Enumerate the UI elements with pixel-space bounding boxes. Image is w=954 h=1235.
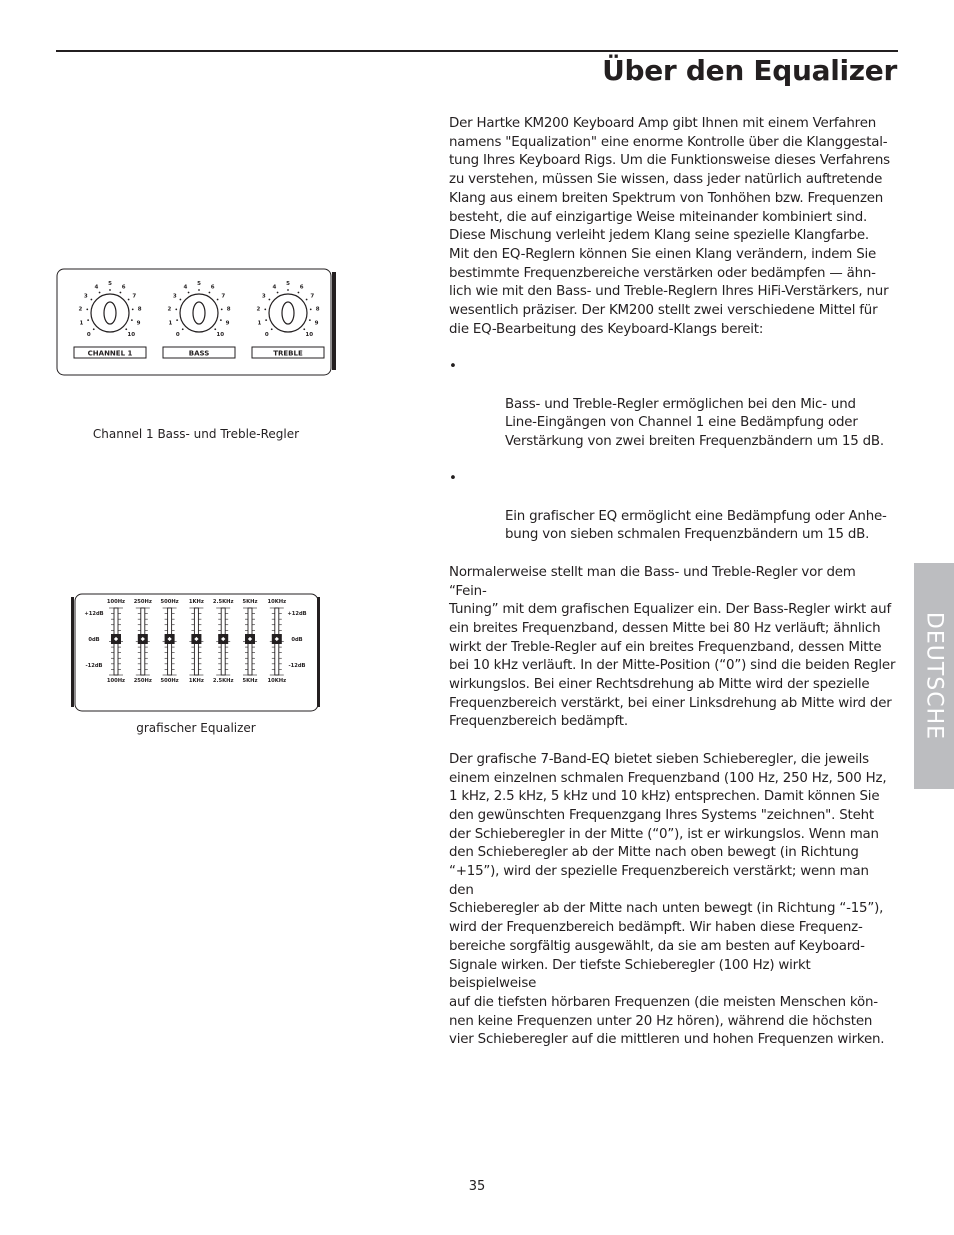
knob-tick [287,289,289,291]
bullet-dot: • [449,471,457,487]
eq-band-label-top: 10KHz [267,599,287,605]
eq-band-label-top: 500Hz [160,599,179,605]
eq-band-label-top: 1KHz [188,599,204,605]
eq-band-label-bottom: 250Hz [133,678,152,684]
knob-tick [217,299,219,301]
eq-level-label: +12dB [287,611,307,617]
eq-band-label-bottom: 5KHz [242,678,258,684]
knob-tick [176,319,178,321]
knob-scale-label: 8 [137,306,142,313]
knob-tick [306,299,308,301]
knob-tick [309,319,311,321]
knob-tick [277,292,279,294]
knob-scale-label: 10 [127,332,136,339]
knob-tick [132,309,134,311]
knob-scale-label: 9 [314,320,319,327]
knob-scale-label: 5 [286,281,290,287]
knob-label: CHANNEL 1 [87,349,133,358]
knob-tick [268,299,270,301]
knob-scale-label: 5 [108,281,112,287]
knob-scale-label: 2 [167,306,172,313]
knob-tick [86,309,88,311]
eq-band-label-bottom: 1KHz [188,678,204,684]
knob-scale-label: 0 [175,332,180,339]
knob-scale-label: 4 [272,284,277,291]
knob-scale-label: 3 [83,293,88,300]
bullet-text: Ein grafischer EQ ermöglicht eine Bedämpfung oder Anhe- bung von sieben schmalen Frequenzbändern um 15 dB. [505,508,887,543]
knob-tick [131,319,133,321]
knob-scale-label: 6 [210,284,215,291]
knob-scale-label: 3 [172,293,177,300]
knob-scale-label: 4 [94,284,99,291]
bullet-dot: • [449,359,457,375]
bullet-text: Bass- und Treble-Regler ermöglichen bei den Mic- und Line-Eingängen von Channel 1 eine Bedämpfung oder Verstärkung von zwei breiten Frequenzbändern um 15 dB. [505,396,884,449]
knob-scale-label: 7 [132,293,137,300]
knob-tick [93,328,95,330]
knob-tick [264,309,266,311]
tone-figure-caption: Channel 1 Bass- und Treble-Regler [92,427,300,441]
eq-band-label-top: 2.5KHz [212,599,234,605]
knob-tick [125,328,127,330]
eq-band-label-bottom: 100Hz [106,678,126,684]
knob-tick [109,289,111,291]
knob-tick [120,292,122,294]
knob-tick [221,309,223,311]
knob-scale-label: 8 [226,306,231,313]
knob-grip [282,302,294,324]
knob-scale-label: 1 [79,320,84,327]
knob-tick [220,319,222,321]
knob-tick [303,328,305,330]
knob-scale-label: 2 [78,306,83,313]
knob-scale-label: 10 [305,332,314,339]
bullet-item [449,470,897,545]
body-text [449,115,897,1050]
knob-scale-label: 4 [183,284,188,291]
eq-level-label: +12dB [84,611,104,617]
knob-tick [198,289,200,291]
knob-tick [209,292,211,294]
knob-tick [175,309,177,311]
eq-band-label-bottom: 500Hz [160,678,179,684]
knob-scale-label: 1 [257,320,262,327]
graphic-eq-paragraph: Der grafische 7-Band-EQ bietet sieben Schieberegler, die jeweils einem einzelnen schmalen Frequenzband (100 Hz, 250 Hz, 500 Hz, 1 kHz, 2.5 kHz, 5 kHz und 10 kHz) entsprechen. Damit können Sie den gewünschten Frequenzgang Ihres Systems "zeichnen". Steht der Schieberegler in der Mitte (“0”), ist er wirkungslos. Wenn man den Schieberegler ab der Mitte nach oben bewegt (in Richtung “+15”), wird der spezielle Frequenzbereich verstärkt; wenn man den Schieberegler ab der Mitte nach unten bewegt (in Richtung “-15”), wird der Frequenzbereich bedämpft. Wir haben diese Frequenz- bereiche sorgfältig ausgewählt, da sie am besten auf Keyboard- Signale wirken. Der tiefste Schieberegler (100 Hz) wirkt beispielweise auf die tiefsten hörbaren Frequenzen (die meisten Menschen kön- nen keine Frequenzen unter 20 Hz hören), während die höchsten vier Schieberegler auf die mittleren und hohen Frequenzen wirken. [449,751,887,1048]
knob-scale-label: 9 [225,320,230,327]
eq-level-label: 0dB [88,637,100,643]
page-title: Über den Equalizer [602,54,897,87]
knob-tick [298,292,300,294]
eq-band-label-top: 250Hz [133,599,152,605]
language-tab [914,563,954,789]
graphic-eq-figure [70,591,322,713]
knob-tick [271,328,273,330]
knob-label: BASS [188,349,210,358]
knob-scale-label: 7 [221,293,226,300]
intro-paragraph: Der Hartke KM200 Keyboard Amp gibt Ihnen mit einem Verfahren namens "Equalization" eine enorme Kontrolle über die Klanggestal- tung Ihres Keyboard Rigs. Um die Funktionsweise dieses Verfahrens zu verstehen, müssen Sie wissen, dass jeder natürlich auftretende Klang aus einem breiten Spektrum von Tonhöhen bzw. Frequenzen besteht, die auf einzigartige Weise miteinander kombiniert sind. Diese Mischung verleiht jedem Klang seine spezielle Klangfarbe. Mit den EQ-Reglern können Sie einen Klang verändern, indem Sie bestimmte Frequenzbereiche verstärken oder bedämpfen — ähn- lich wie mit den Bass- und Treble-Reglern Ihres HiFi-Verstärkers, nur wesentlich präziser. Der KM200 stellt zwei verschiedene Mittel für die EQ-Bearbeitung des Keyboard-Klangs bereit: [449,116,890,337]
bullet-item [449,358,897,452]
knob-scale-label: 6 [121,284,126,291]
knob-label: TREBLE [273,349,303,358]
knob-scale-label: 6 [299,284,304,291]
eq-level-label: -12dB [288,663,306,669]
language-tab-label: DEUTSCHE [921,611,947,741]
knob-scale-label: 3 [261,293,266,300]
knob-tick [265,319,267,321]
eq-band-label-bottom: 2.5KHz [212,678,234,684]
knob-scale-label: 0 [86,332,91,339]
knob-tick [87,319,89,321]
knob-scale-label: 1 [168,320,173,327]
knob-tick [188,292,190,294]
knob-tick [90,299,92,301]
eq-band-label-top: 5KHz [242,599,258,605]
tone-controls-paragraph: Normalerweise stellt man die Bass- und Treble-Regler vor dem “Fein- Tuning” mit dem grafischen Equalizer ein. Der Bass-Regler wirkt auf ein breites Frequenzband, dessen Mitte bei 80 Hz verläuft; ähnlich wirkt der Treble-Regler auf ein breites Frequenzband, dessen Mitte bei 10 kHz verläuft. In der Mitte-Position (“0”) sind die beiden Regler wirkungslos. Bei einer Rechtsdrehung ab Mitte wird der spezielle Frequenzbereich verstärkt, bei einer Linksdrehung ab Mitte wird der Frequenzbereich bedämpft. [449,564,896,730]
knob-scale-label: 9 [136,320,141,327]
knob-scale-label: 8 [315,306,320,313]
knob-scale-label: 0 [264,332,269,339]
eq-figure-caption: grafischer Equalizer [136,721,256,735]
eq-band-label-top: 100Hz [106,599,126,605]
knob-tick [128,299,130,301]
knob-scale-label: 10 [216,332,225,339]
knob-tick [214,328,216,330]
knob-tick [182,328,184,330]
page-number: 35 [468,1179,486,1194]
knob-scale-label: 5 [197,281,201,287]
eq-level-label: -12dB [85,663,103,669]
knob-tick [310,309,312,311]
knob-tick [179,299,181,301]
knob-grip [193,302,205,324]
eq-level-label: 0dB [291,637,303,643]
knob-grip [104,302,116,324]
knob-scale-label: 2 [256,306,261,313]
eq-band-label-bottom: 10KHz [267,678,287,684]
tone-controls-figure [56,268,338,378]
knob-tick [99,292,101,294]
knob-scale-label: 7 [310,293,315,300]
